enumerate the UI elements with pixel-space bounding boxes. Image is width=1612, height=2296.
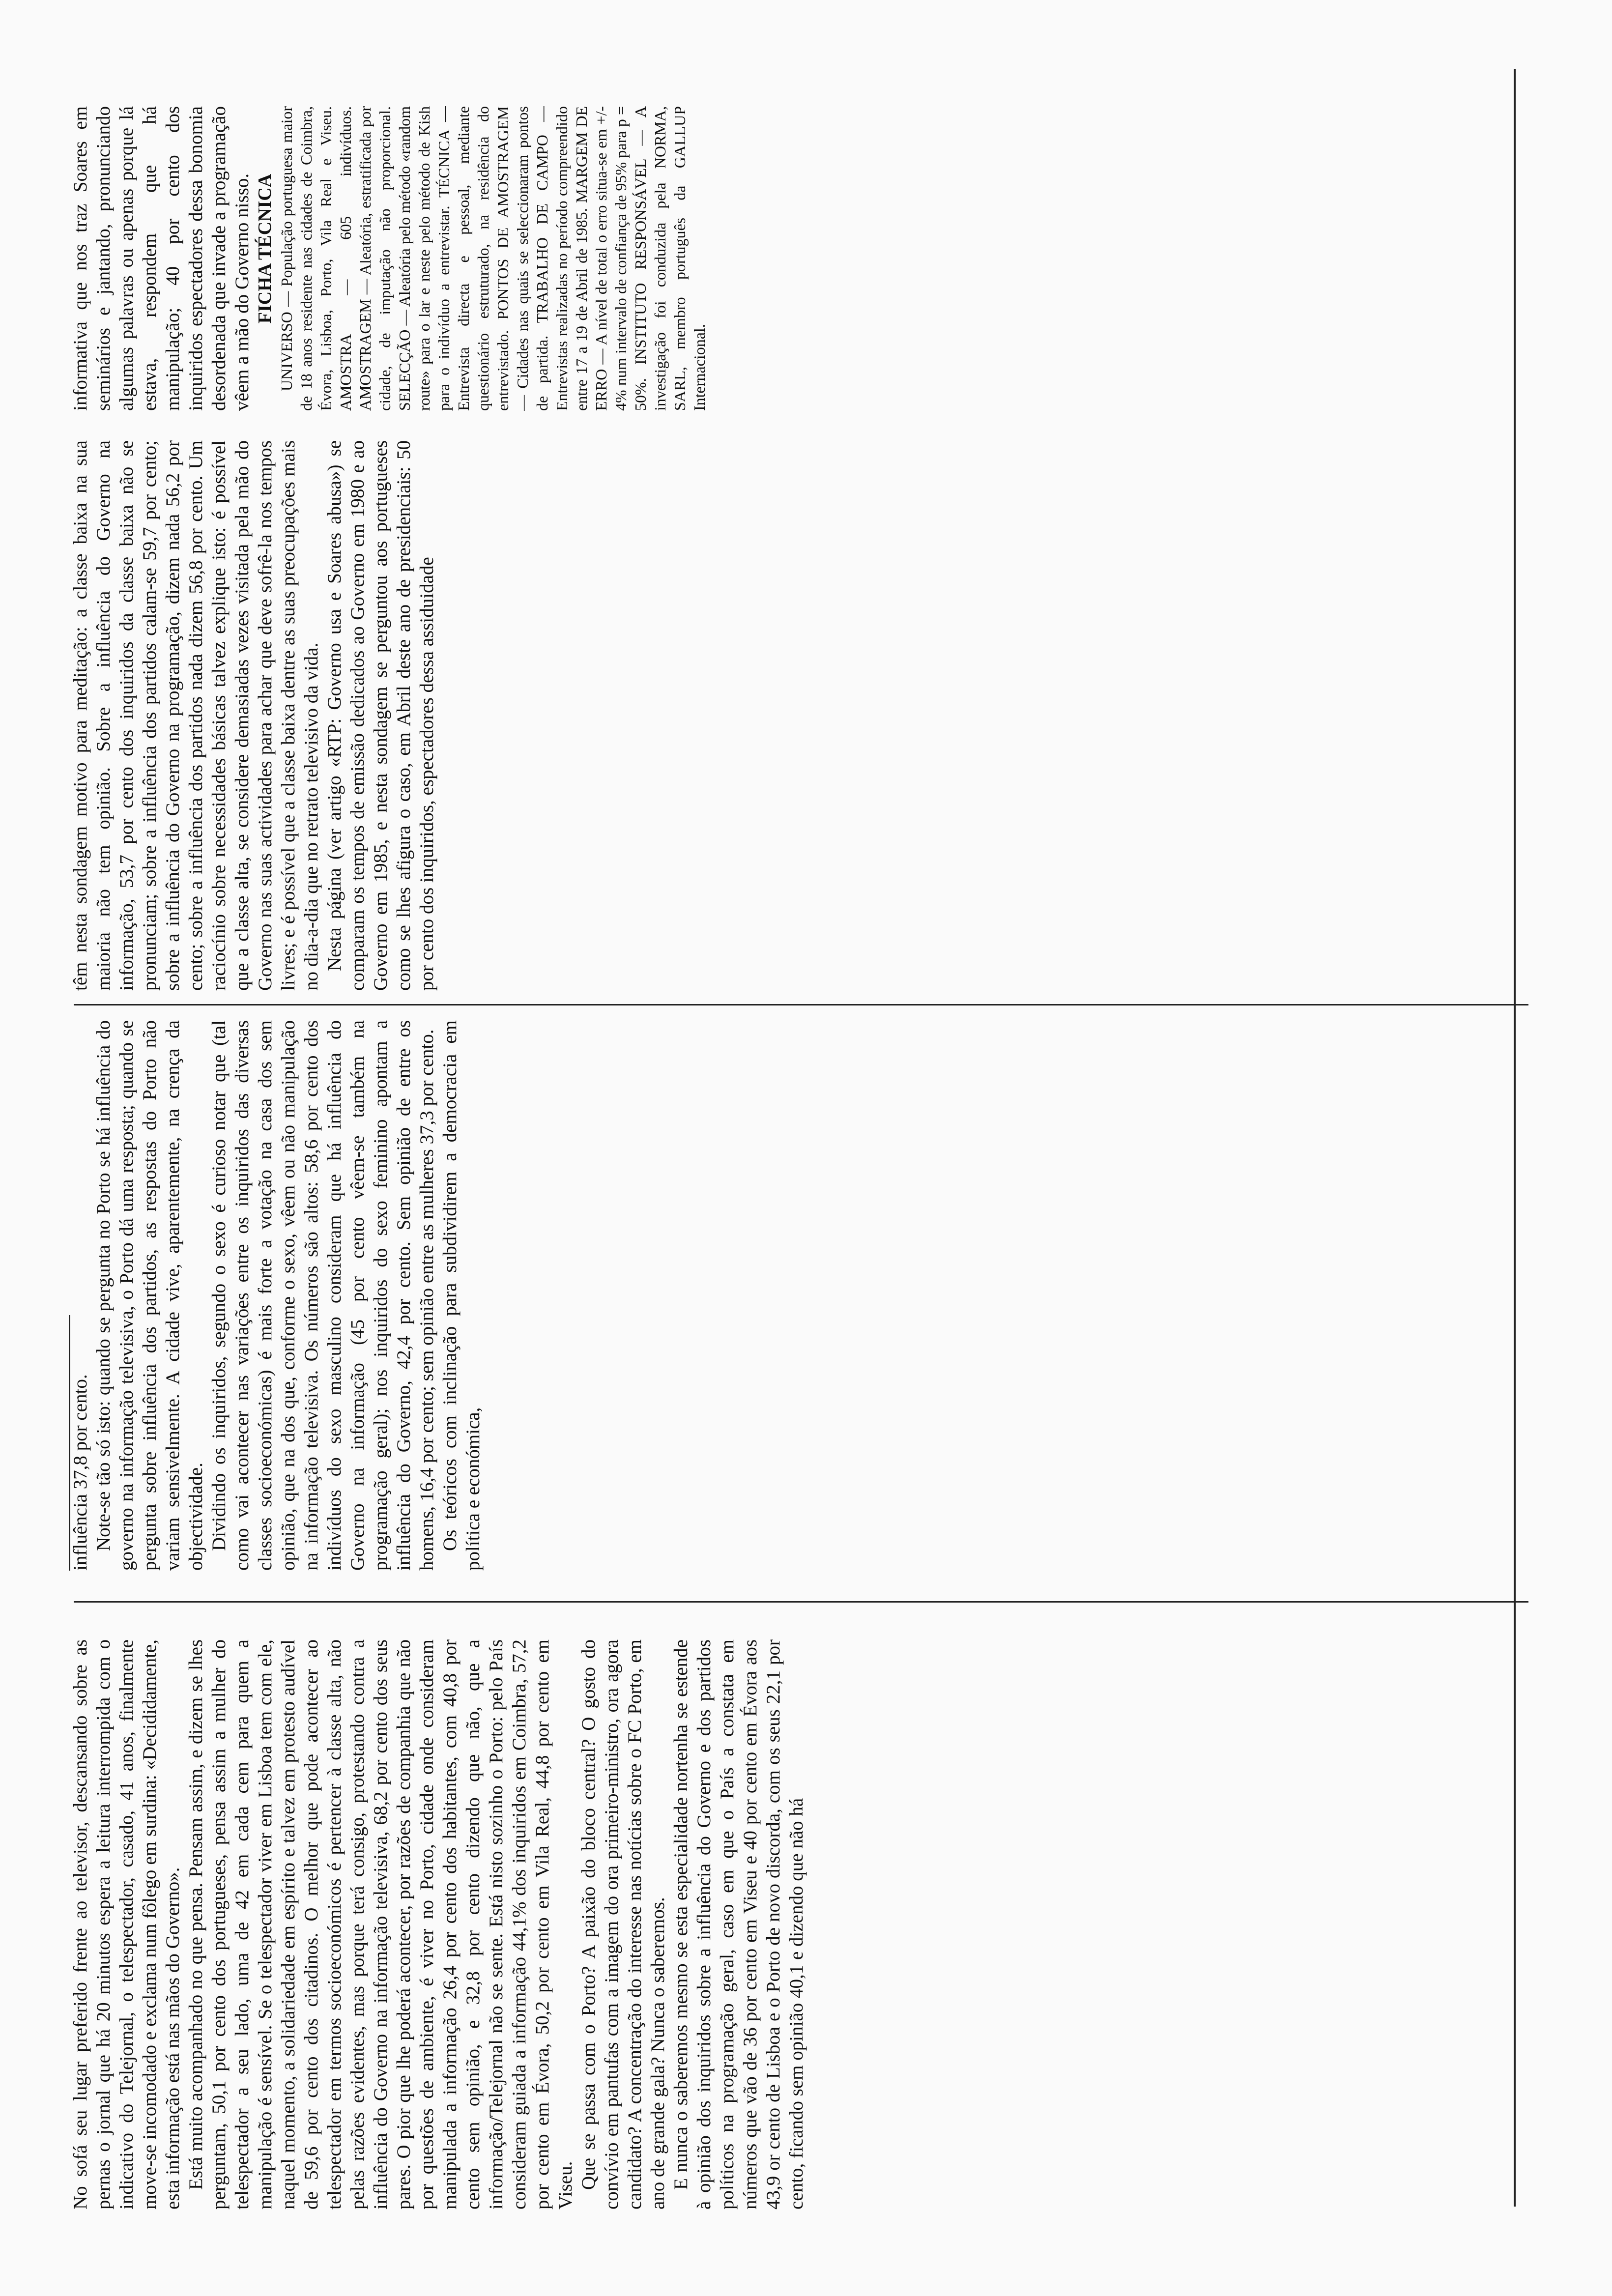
paragraph: E nunca o saberemos mesmo se esta especialidade nortenha se estende à opinião dos inquiridos sobre a influência do Governo e dos partidos políticos na programação geral, caso em que o País a constata em números que vão de 36 por cento em Viseu e 40 por cento em Évora aos 43,9 or cento de Lisboa e o Porto de novo discorda, com os seus 22,1 por cento, ficando sem opinião 40,1 e dizendo que não há xyxy=(670,1639,807,2210)
paragraph: Os teóricos com inclinação para subdividirem a democracia em política e económica, xyxy=(439,1020,484,1571)
paragraph: informativa que nos traz Soares em seminários e jantando, pronunciando algumas palavras ou apenas porque lá estava, respondem que há manipulação; 40 por cento dos inquiridos espectadores dessa bonomia desordenada que invade a programação vêem a mão do Governo nisso. xyxy=(70,106,253,411)
paragraph: Está muito acompanhado no que pensa. Pensam assim, e dizem se lhes perguntam, 50,1 por cento dos portugueses, pensa assim a mulher do telespectador a seu lado, uma de 42 em cada cem para quem a manipulação é sensível. Se o telespectador viver em Lisboa tem com ele, naquel momento, a solidariedade em espírito e talvez em protesto audível de 59,6 por cento dos citadinos. O melhor que pode acontecer ao telespectador em termos socioeconómicos é pertencer à classe alta, não pelas razões evidentes, mas porque terá consigo, protestando contra a influência do Governo na informação televisiva, 68,2 por cento dos seus pares. O pior que lhe poderá acontecer, por razões de companhia que não por questões de ambiente, é viver no Porto, cidade onde consideram manipulada a informação 26,4 por cento dos habitantes, com 40,8 por cento sem opinião, e 32,8 por cento dizendo que não, que a informação/Telejornal não se sente. Está nisto sozinho o Porto: pelo País consideram guiada a informação 44,1% dos inquiridos em Coimbra, 57,2 por cento em Évora, 50,2 por cento em Vila Real, 44,8 por cento em Viseu. xyxy=(185,1639,576,2210)
paragraph: influência 37,8 por cento. xyxy=(70,1374,91,1571)
rotated-article xyxy=(69,67,1543,2229)
paragraph: Nesta página (ver artigo «RTP: Governo usa e Soares abusa») se comparam os tempos de emissão dedicados ao Governo em 1980 e ao Governo em 1985, e nesta sondagem se perguntou aos portugueses como se lhes afigura o caso, em Abril deste ano de presidenciais: 50 por cento dos inquiridos, espectadores dessa assiduidade xyxy=(324,440,437,991)
paragraph: têm nesta sondagem motivo para meditação: a classe baixa na sua maioria não tem opinião. Sobre a influência do Governo na informação, 53,7 por cento dos inquiridos da classe baixa não se pronunciam; sobre a influência dos partidos calam-se 59,7 por cento; sobre a influência do Governo na programação, dizem nada 56,2 por cento; sobre a influência dos partidos nada dizem 56,8 por cento. Um raciocínio sobre necessidades básicas talvez explique isto: é possível que a classe alta, se considere demasiadas vezes visitada pela mão do Governo nas suas actividades para achar que deve sofrê-la nos tempos livres; e é possível que a classe baixa dentre as suas preocupações mais no dia-a-dia que no retrato televisivo da vida. xyxy=(70,440,322,991)
ficha-paragraph: UNIVERSO — População portuguesa maior de 18 anos residente nas cidades de Coimbra, Évora, Lisboa, Porto, Vila Real e Viseu. AMOSTRA — 605 indivíduos. AMOSTRAGEM — Aleatória, estratificada por cidade, de imputação não proporcional. SELECÇÃO — Aleatória pelo método «random route» para o lar e neste pelo método de Kish para o indivíduo a entrevistar. TÉCNICA — Entrevista directa e pessoal, mediante questionário estruturado, na residência do entrevistado. PONTOS DE AMOSTRAGEM — Cidades nas quais se seleccionaram pontos de partida. TRABALHO DE CAMPO — Entrevistas realizadas no período compreendido entre 17 a 19 de Abril de 1985. MARGEM DE ERRO — A nível de total o erro situa-se em +/- 4% num intervalo de confiança de 95% para p = 50%. INSTITUTO RESPONSÁVEL — A investigação foi conduzida pela NORMA, SARL, membro português da GALLUP Internacional. xyxy=(278,106,708,411)
text-column-3 xyxy=(69,440,1543,991)
paragraph: Que se passa com o Porto? A paixão do bloco central? O gosto do convívio em pantufas com a imagem do ora primeiro-ministro, ora agora candidato? A concentração do interesse nas notícias sobre o FC Porto, em ano de grande gala? Nunca o saberemos. xyxy=(578,1639,668,2210)
paragraph: Note-se tão só isto: quando se pergunta no Porto se há influência do governo na informação televisiva, o Porto dá uma resposta; quando se pergunta sobre influência dos partidos, as respostas do Porto não variam sensivelmente. A cidade vive, aparentemente, na crença da objectividade. xyxy=(93,1020,206,1571)
paragraph: Dividindo os inquiridos, segundo o sexo é curioso notar que (tal como vai acontecer nas variações entre os inquiridos das diversas classes socioeconómicas) é mais forte a votação na casa dos sem opinião, que na dos que, conforme o sexo, vêem ou não manipulação na informação televisiva. Os números são altos: 58,6 por cento dos indivíduos do sexo masculino consideram que há influência do Governo na informação (45 por cento vêem-se também na programação geral); nos inquiridos do sexo feminino apontam a influência do Governo, 42,4 por cento. Sem opinião de entre os homens, 16,4 por cento; sem opinião entre as mulheres 37,3 por cento. xyxy=(208,1020,437,1571)
ficha-tecnica xyxy=(277,106,709,411)
ficha-tecnica-title: FICHA TÉCNICA xyxy=(255,173,275,324)
paragraph: No sofá seu lugar preferido frente ao televisor, descansando sobre as pernas o jornal que há 20 minutos espera a leitura interrompida com o indicativo do Telejornal, o telespectador, casado, 41 anos, finalmente move-se incomodado e exclama num fôlego em surdina: «Decididamente, esta informação está nas mãos do Governo». xyxy=(70,1639,183,2210)
text-column-2 xyxy=(69,1020,1543,1571)
text-column-1 xyxy=(69,1639,1543,2210)
column-divider xyxy=(74,1004,1528,1005)
text-column-4 xyxy=(69,106,1543,411)
column-divider xyxy=(74,1601,1528,1603)
